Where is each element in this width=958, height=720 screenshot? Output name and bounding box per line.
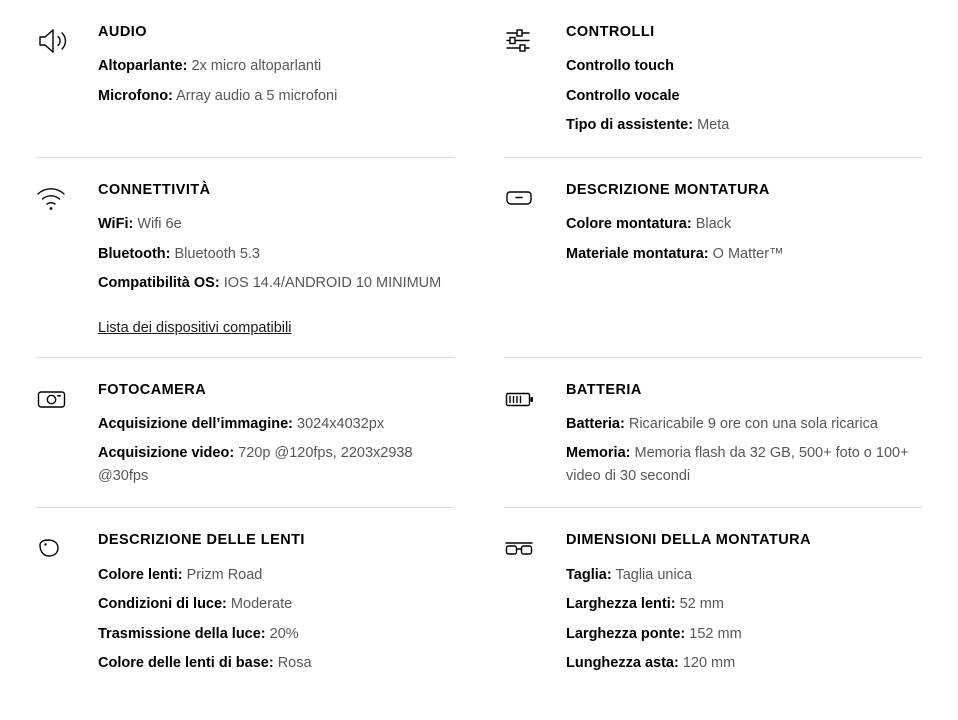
spec-line xyxy=(98,442,454,487)
spec-value: Prizm Road xyxy=(186,566,263,583)
spec-label: Microfono: xyxy=(98,87,173,104)
spec-line xyxy=(98,652,454,674)
camera-icon xyxy=(36,382,98,414)
spec-label: Compatibilità OS: xyxy=(98,275,220,292)
spec-block-descrizione-montatura xyxy=(504,158,922,358)
spec-label: Colore montatura: xyxy=(566,216,692,233)
spec-label: Tipo di assistente: xyxy=(566,117,694,134)
spec-label: Trasmissione della luce: xyxy=(98,625,266,642)
spec-value: Moderate xyxy=(230,596,293,613)
glasses-frame-icon xyxy=(504,182,566,214)
spec-value: 2x micro altoparlanti xyxy=(191,58,322,75)
spec-block-fotocamera xyxy=(36,358,454,509)
spec-label: Materiale montatura: xyxy=(566,245,709,262)
compatible-devices-link[interactable]: Lista dei dispositivi compatibili xyxy=(98,319,292,336)
spec-title: DESCRIZIONE MONTATURA xyxy=(566,181,770,198)
spec-value: 720p @120fps, 2203x2938 @30fps xyxy=(98,445,413,484)
spec-content xyxy=(98,532,454,674)
spec-content xyxy=(566,532,922,674)
spec-title: FOTOCAMERA xyxy=(98,381,207,398)
spec-block-descrizione-lenti xyxy=(36,508,454,694)
sliders-icon xyxy=(504,24,566,56)
spec-value: 20% xyxy=(269,625,299,642)
spec-line xyxy=(98,593,454,615)
spec-label: Colore lenti: xyxy=(98,566,183,583)
spec-line xyxy=(98,623,454,645)
spec-value: 3024x4032px xyxy=(297,415,385,432)
spec-value: Array audio a 5 microfoni xyxy=(176,87,338,104)
spec-value: IOS 14.4/ANDROID 10 MINIMUM xyxy=(223,275,442,292)
spec-value: Black xyxy=(695,216,732,233)
spec-title: DIMENSIONI DELLA MONTATURA xyxy=(566,532,812,549)
spec-line xyxy=(98,213,454,235)
spec-content xyxy=(98,382,454,488)
spec-line xyxy=(98,564,454,586)
spec-line xyxy=(566,213,922,235)
spec-line xyxy=(98,243,454,265)
spec-block-controlli xyxy=(504,0,922,158)
spec-label: Memoria: xyxy=(566,445,631,462)
spec-label: Acquisizione video: xyxy=(98,445,235,462)
spec-line xyxy=(566,85,922,107)
spec-value: 120 mm xyxy=(682,655,736,672)
spec-title: AUDIO xyxy=(98,24,147,40)
spec-label: Taglia: xyxy=(566,566,612,583)
spec-label: Larghezza lenti: xyxy=(566,596,676,613)
spec-label: Larghezza ponte: xyxy=(566,625,686,642)
spec-block-connettivita xyxy=(36,158,454,358)
spec-title: DESCRIZIONE DELLE LENTI xyxy=(98,532,305,549)
spec-line xyxy=(566,623,922,645)
spec-line xyxy=(98,85,454,107)
spec-line xyxy=(566,442,922,487)
spec-label: Controllo touch xyxy=(566,58,674,75)
spec-line xyxy=(98,272,454,294)
spec-value: Meta xyxy=(697,117,730,134)
glasses-dimensions-icon xyxy=(504,532,566,564)
spec-label: Acquisizione dell’immagine: xyxy=(98,415,293,432)
speaker-icon xyxy=(36,24,98,56)
spec-label: Bluetooth: xyxy=(98,245,171,262)
spec-label: Altoparlante: xyxy=(98,58,188,75)
spec-line xyxy=(98,413,454,435)
spec-value: Memoria flash da 32 GB, 500+ foto o 100+ video di 30 secondi xyxy=(566,445,909,484)
spec-line xyxy=(566,114,922,136)
spec-title: CONNETTIVITÀ xyxy=(98,181,211,198)
lens-icon xyxy=(36,532,98,564)
spec-value: 152 mm xyxy=(689,625,742,642)
spec-block-dimensioni-montatura xyxy=(504,508,922,694)
spec-label: Batteria: xyxy=(566,415,625,432)
spec-label: WiFi: xyxy=(98,216,134,233)
spec-value: Taglia unica xyxy=(615,566,693,583)
spec-value: Wifi 6e xyxy=(137,216,182,233)
spec-block-audio xyxy=(36,0,454,158)
spec-label: Colore delle lenti di base: xyxy=(98,655,274,672)
spec-line xyxy=(566,593,922,615)
spec-content xyxy=(98,182,454,337)
spec-line xyxy=(566,564,922,586)
battery-icon xyxy=(504,382,566,414)
spec-line xyxy=(566,243,922,265)
spec-content xyxy=(566,382,922,488)
spec-label: Controllo vocale xyxy=(566,87,680,104)
spec-label: Condizioni di luce: xyxy=(98,596,227,613)
spec-block-batteria xyxy=(504,358,922,509)
spec-value: 52 mm xyxy=(679,596,724,613)
spec-line xyxy=(98,55,454,77)
spec-label: Lunghezza asta: xyxy=(566,655,679,672)
spec-content xyxy=(98,24,454,107)
spec-value: Ricaricabile 9 ore con una sola ricarica xyxy=(628,415,878,432)
spec-line xyxy=(566,55,922,77)
wifi-icon xyxy=(36,182,98,214)
spec-content xyxy=(566,24,922,137)
spec-value: Rosa xyxy=(277,655,312,672)
spec-value: O Matter™ xyxy=(712,245,784,262)
spec-content xyxy=(566,182,922,265)
spec-value: Bluetooth 5.3 xyxy=(174,245,260,262)
spec-line xyxy=(566,413,922,435)
spec-title: CONTROLLI xyxy=(566,24,655,40)
spec-title: BATTERIA xyxy=(566,381,642,398)
spec-line xyxy=(566,652,922,674)
